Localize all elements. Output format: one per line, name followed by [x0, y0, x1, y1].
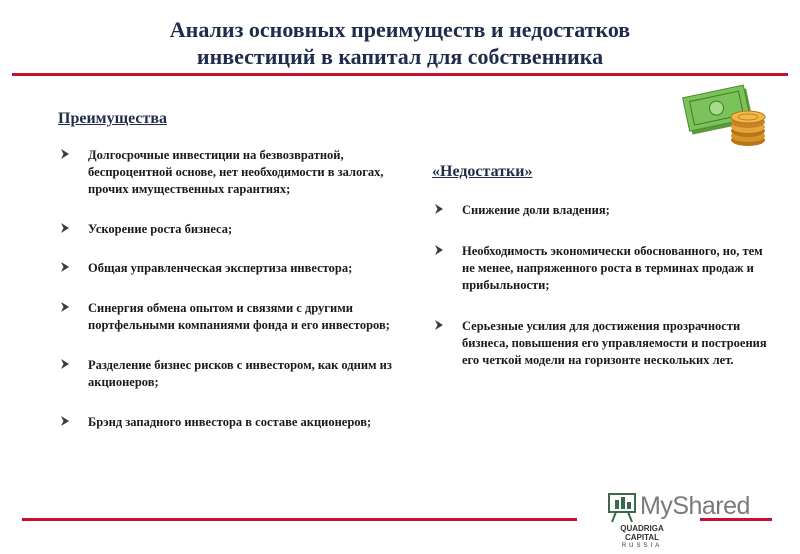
- arrow-bullet-icon: [432, 243, 446, 257]
- list-item: [432, 243, 772, 294]
- advantage-text: Брэнд западного инвестора в составе акционеров;: [88, 415, 372, 429]
- disadvantage-text: Снижение доли владения;: [462, 203, 610, 217]
- disadvantage-text: Серьезные усилия для достижения прозрачности бизнеса, повышения его управляемости и построения его четкой модели на горизонте нескольких лет.: [462, 319, 767, 367]
- arrow-bullet-icon: [58, 147, 72, 161]
- list-item: [58, 300, 398, 334]
- advantage-text: Общая управленческая экспертиза инвестора;: [88, 261, 353, 275]
- list-item: [58, 260, 398, 277]
- slide-title-line-2: инвестиций в капитал для собственника: [196, 44, 604, 69]
- slide-title: [0, 16, 800, 70]
- disadvantages-heading: «Недостатки»: [432, 163, 533, 180]
- arrow-bullet-icon: [58, 414, 72, 428]
- list-item: [58, 357, 398, 391]
- arrow-bullet-icon: [58, 260, 72, 274]
- list-item: [58, 221, 398, 238]
- list-item: [58, 414, 398, 431]
- company-region: RUSSIA: [621, 543, 663, 549]
- list-item: [432, 202, 772, 219]
- money-coins-icon: [682, 80, 772, 150]
- advantage-text: Ускорение роста бизнеса;: [88, 222, 233, 236]
- disadvantages-list: [432, 202, 772, 393]
- top-divider: [12, 73, 788, 76]
- advantage-text: Разделение бизнес рисков с инвестором, как одним из акционеров;: [88, 358, 392, 389]
- arrow-bullet-icon: [58, 300, 72, 314]
- advantages-heading: Преимущества: [58, 110, 167, 127]
- arrow-bullet-icon: [58, 357, 72, 371]
- arrow-bullet-icon: [432, 318, 446, 332]
- watermark-logo: MyShared: [640, 492, 750, 520]
- company-logo: [604, 524, 680, 551]
- arrow-bullet-icon: [58, 221, 72, 235]
- company-name: QUADRIGA CAPITAL: [620, 524, 664, 542]
- advantage-text: Синергия обмена опытом и связями с другими портфельными компаниями фонда и его инвесторов;: [88, 301, 390, 332]
- list-item: [432, 318, 772, 369]
- list-item: [58, 147, 398, 198]
- advantages-list: [58, 147, 398, 454]
- advantage-text: Долгосрочные инвестиции на безвозвратной, беспроцентной основе, нет необходимости в залогах, прочих имущественных гарантиях;: [88, 148, 384, 196]
- disadvantage-text: Необходимость экономически обоснованного, но, тем не менее, напряженного роста в терминах продаж и прибыльности;: [462, 244, 763, 292]
- slide-title-line-1: Анализ основных преимуществ и недостатков: [169, 17, 631, 42]
- arrow-bullet-icon: [432, 202, 446, 216]
- bottom-divider-left: [22, 518, 577, 521]
